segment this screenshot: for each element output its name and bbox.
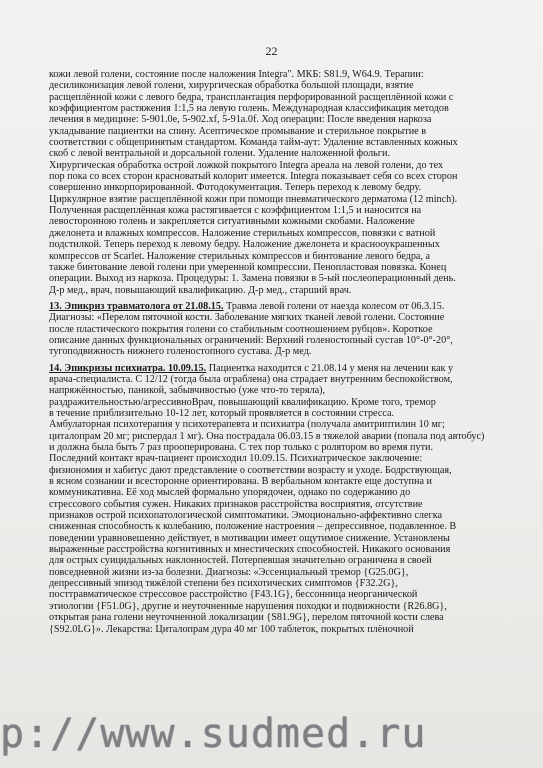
text-line: коммуникативна. Её ход мыслей формально упорядочен, однако по содержанию до [49, 487, 411, 499]
text-line: Амбулаторная психотерапия у психотерапевта и психиатра (получала амитриптилин 10 мг; [49, 419, 445, 431]
text-line: посттравматическое стрессовое расстройство {F43.1G}, бессонница неорганической [49, 589, 418, 601]
text-line: Циркулярное взятие расщеплённой кожи при помощи пневматического дерматома (12 minch). [49, 193, 458, 205]
text-line: компрессов от Scarlet. Наложение стерильных компрессов и бинтование левого бедра, а [49, 250, 431, 262]
text-line: открытая рана голени неуточненной локализации {S81.9G}, перелом пяточной кости слева [49, 612, 444, 624]
text-line: соответствии с общепринятым стандартом. Команда тайм-аут: Удаление вставленных кожных [49, 137, 458, 149]
text-line: скоб с левой вентральной и дорсальной голени. Удаление наложенной фольги. [49, 148, 390, 160]
text-line: признаков острой психопатологической симптоматики. Эмоционально-аффективно слегка [49, 510, 443, 522]
text-line: после пластического покрытия голени со стабильным соотношением рубцов». Короткое [49, 323, 433, 335]
text-line: для острых суицидальных наклонностей. Потерпевшая значительно ограничена в своей [49, 555, 432, 567]
text-line [49, 363, 519, 374]
text-line: депрессивный эпизод тяжёлой степени без психотических симптомов {F32.2G}, [49, 578, 398, 590]
text-line: расщеплённой кожи с левого бедра, трансплантация перфорированной расщеплённой кожи с [49, 91, 454, 103]
paragraph-psychiatrist-epicrisis [49, 363, 519, 635]
text-line: в течение приблизительно 10-12 лет, который проявляется в состоянии стресса. [49, 407, 395, 419]
text-line: левосторонною голень и закрепляется ситуативными кожными скобами. Наложение [49, 216, 415, 228]
text-line: тугоподвижность нижнего голеностопного сустава. Д-р мед. [49, 346, 312, 358]
text-line: Полученная расщеплённая кожа растягивается с коэффициентом 1:1,5 и наносится на [49, 205, 422, 217]
text-line: физиономия и хабитус дают представление о соответствии возрасту и уходе. Бодрствующая, [49, 464, 452, 476]
section-heading: 14. Эпикризы психиатра. 10.09.15. [49, 362, 207, 374]
text-line: описание данных функциональных ограничений: Верхний голеностопный сустав 10°-0°-20°, [49, 334, 453, 346]
text-line: десиликонизация левой голени, хирургическая обработка большой площади, взятие [49, 80, 414, 92]
text-line: повседневной жизни из-за болезни. Диагнозы: «Эссенциальный тремор {G25.0G}, [49, 566, 409, 578]
text-line: этиологии {F51.0G}, другие и неуточненные нарушения походки и подвижности {R26.8G}, [49, 600, 447, 612]
text-line: и должна была быть 7 раз прооперирована. С тех пор только с ролятором во время пути. [49, 442, 434, 453]
text-line: Хирургическая обработка острой ложкой покрытого Integra ареала на левой голени, до тех [49, 159, 444, 171]
text-line: сниженная способность к колебанию, положение настроения – депрессивное, подавленное. В [49, 521, 457, 533]
text-line [49, 301, 519, 312]
text-line: в ясном сознании и всесторонне ориентирована. В вербальном контакте еще доступна и [49, 476, 432, 488]
text-line: раздражительностью/агрессивноВрач, повышающий квалификацию. Кроме того, тремор [49, 396, 436, 408]
text-line: {S92.0LG}». Лекарства: Циталопрам дура 40 мг 100 таблеток, покрытых плёночной [49, 623, 414, 635]
text-line: кожи левой голени, состояние после наложения Integra". МКБ: S81.9, W64.9. Терапии: [49, 69, 424, 80]
website-watermark: p://www.sudmed.ru [0, 711, 427, 757]
text-line: пор пока со всех сторон красноватый колорит имеется. Integra показывает себя со всех сторон [49, 171, 458, 183]
text-line: стрессового события сужен. Никаких признаков расстройства восприятия, отсутствие [49, 498, 423, 510]
text-line: поведении уравновешенно действует, в мотивации имеет ощутимое снижение. Установлены [49, 532, 450, 544]
text-line: совершенно инкорпорированной. Фотодокументация. Теперь переход к левому бедру. [49, 182, 422, 194]
paragraph-traumatologist-epicrisis [49, 301, 519, 358]
section-heading: 13. Эпикриз травматолога от 21.08.15. [49, 300, 224, 312]
text-run: Пациентка находится с 21.08.14 у меня на лечении как у [206, 362, 454, 374]
text-line: напряжённостью, паникой, забывчивостью (уже что-то теряла), [49, 385, 326, 397]
text-line: циталопрам 20 мг; риспердал 1 мг). Она пострадала 06.03.15 в тяжелой аварии (попала под автобус) [49, 430, 485, 442]
document-body [49, 69, 519, 635]
page-number: 22 [265, 44, 278, 58]
text-line: Д-р мед., врач, повышающий квалификацию. Д-р мед., старший врач. [49, 284, 352, 296]
text-line: укладывание пациентки на спину. Асептическое промывание и стерильное покрытие в [49, 125, 427, 137]
text-run: Травма левой голени от наезда колесом от 06.3.15. [223, 300, 445, 312]
text-line: Последний контакт врач-пациент происходил 10.09.15. Психиатрическое заключение: [49, 453, 423, 465]
text-line: операции. Выход из наркоза. Процедуры: 1. Замена повязки в 5-ый послеоперационный день. [49, 273, 456, 285]
text-line: врача-специалиста. С 12/12 (тогда была ограблена) она страдает внутренним беспокойством, [49, 373, 453, 385]
text-line: выраженные расстройства когнитивных и мнестических способностей. Никакого основания [49, 544, 451, 556]
text-line: Диагнозы: «Перелом пяточной кости. Заболевание мягких тканей левой голени. Состояние [49, 312, 445, 324]
paragraph-operation-report [49, 69, 519, 296]
text-line: также бинтование левой голени при умеренной компрессии. Пенопластовая повязка. Конец [49, 261, 447, 273]
text-line: подстилкой. Теперь переход к левому бедру. Наложение джелонета и краснооукрашенных [49, 239, 440, 251]
text-line: лечения в медицине: 5-901.0e, 5-902.xf, 5-91a.0f. Ход операции: После введения наркоза [49, 114, 432, 126]
text-line: коэффициентом растяжения 1:1,5 на левую голень. Международная классификация методов [49, 103, 449, 115]
text-line: джелонета и влажных компрессов. Наложение стерильных компрессов, повязки с ватной [49, 227, 436, 239]
